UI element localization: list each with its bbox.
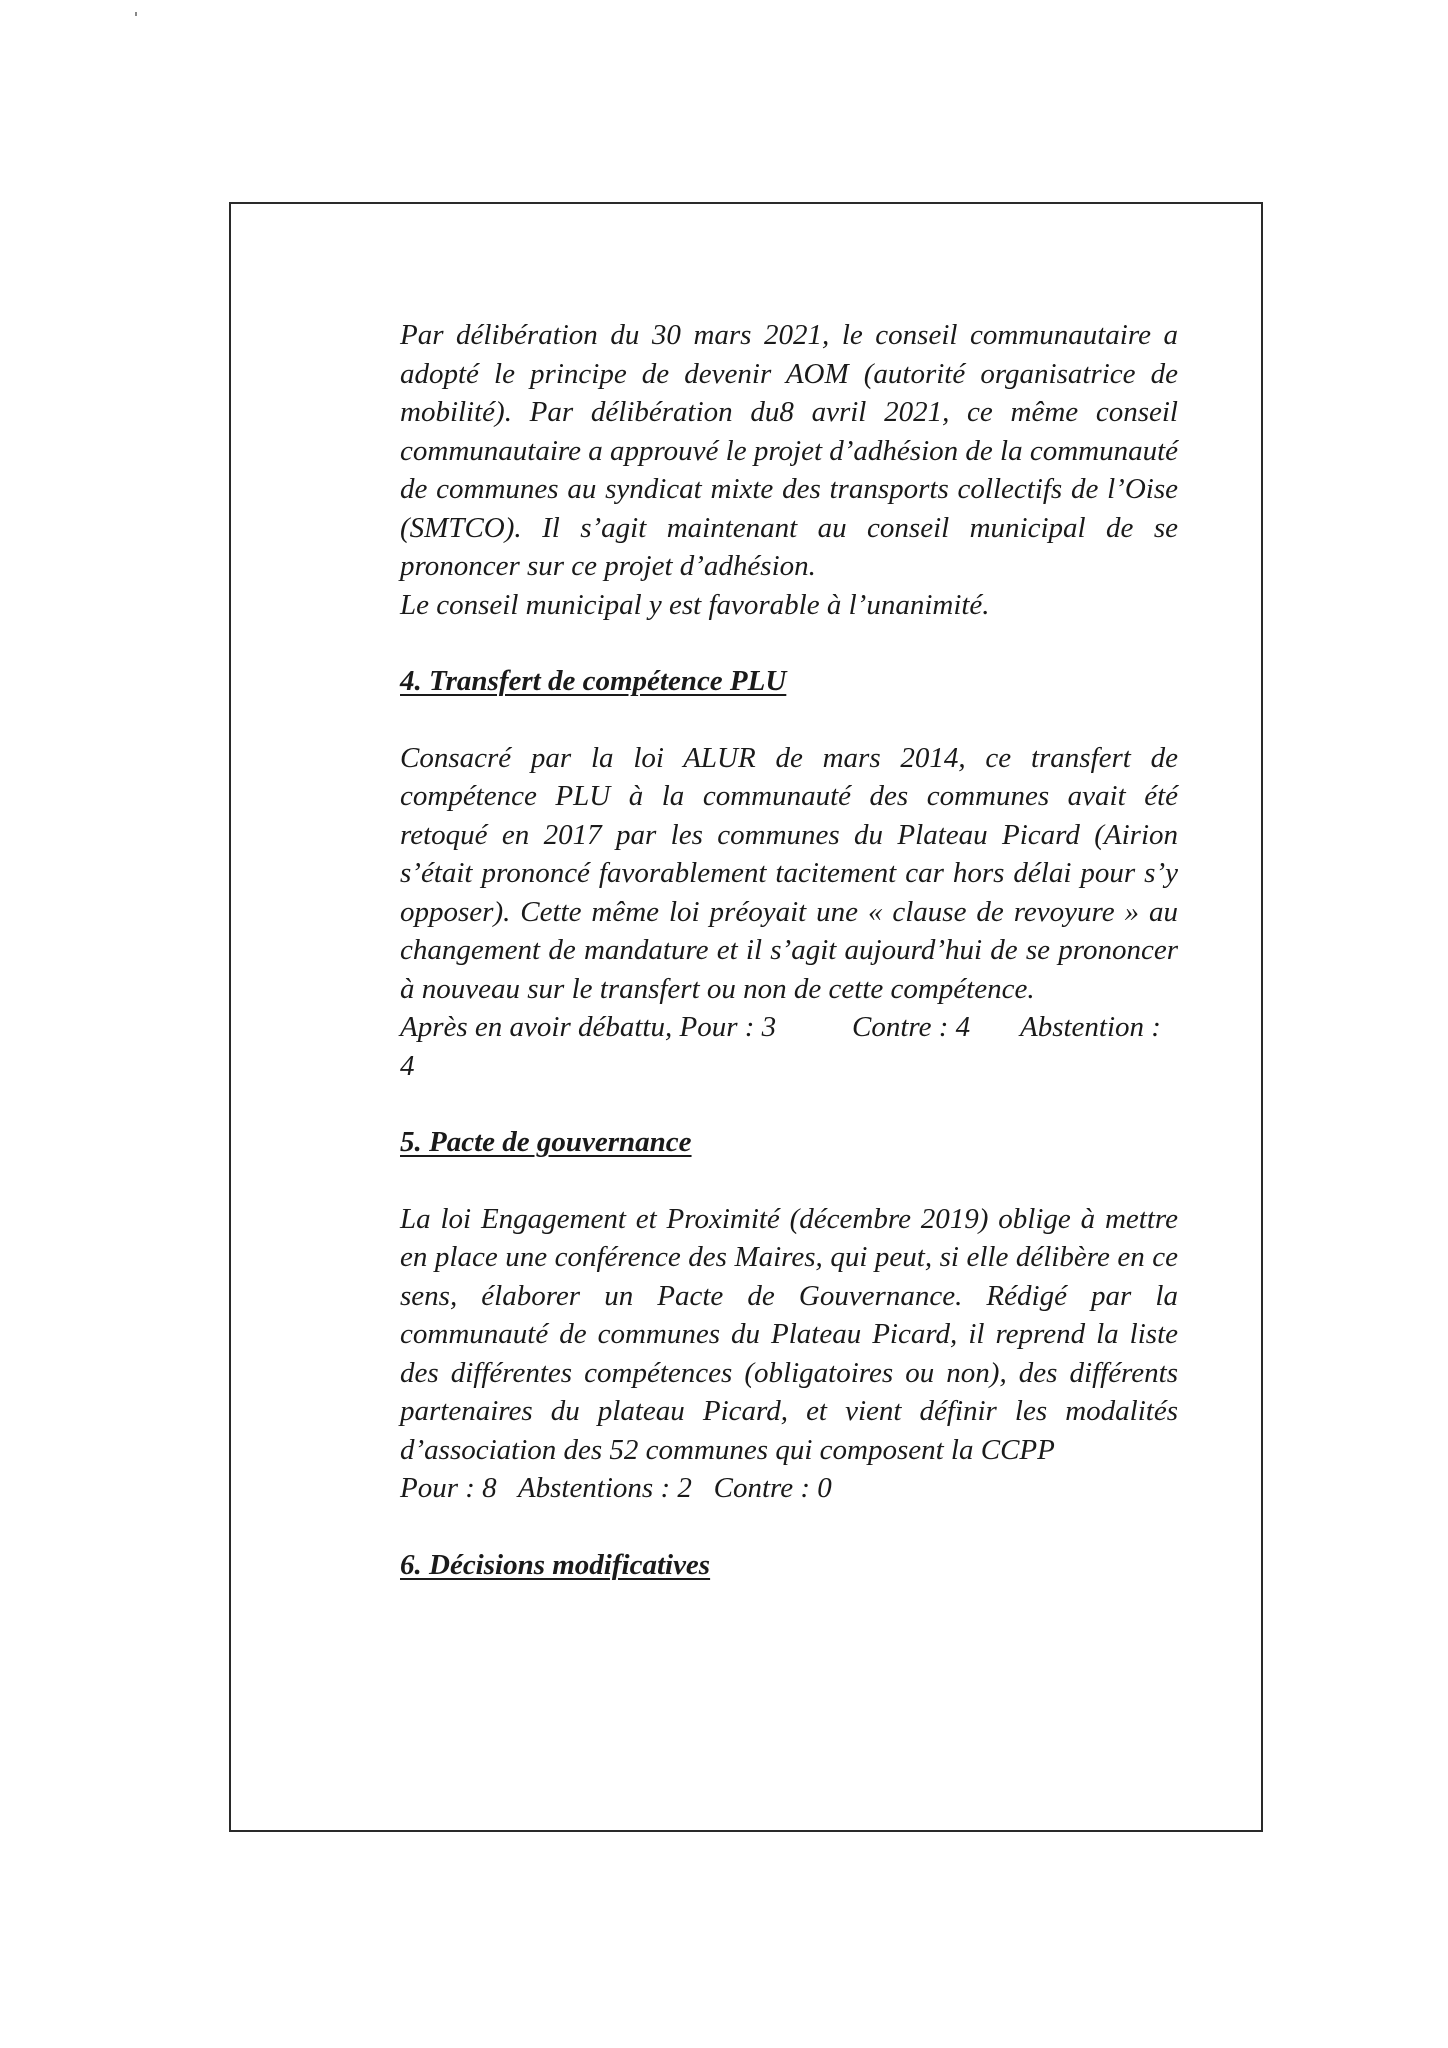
intro-decision: Le conseil municipal y est favorable à l’unanimité. — [400, 588, 990, 621]
transfert-plu-vote — [400, 1008, 1178, 1047]
transfert-plu-paragraph: Consacré par la loi ALUR de mars 2014, ce transfert de compétence PLU à la communauté des communes avait été retoqué en 2017 par les communes du Plateau Picard (Airion s’était prononcé favorablement tacitement car hors délai pour s’y opposer). Cette même loi préoyait une « clause de revoyure » au changement de mandature et il s’agit aujourd’hui de se prononcer à nouveau sur le transfert ou non de cette compétence. — [400, 741, 1178, 1005]
heading-pacte-gouvernance: 5. Pacte de gouvernance — [400, 1126, 692, 1158]
document-body — [400, 316, 1178, 1584]
scan-mark — [135, 12, 137, 16]
vote-for: Après en avoir débattu, Pour : 3 — [400, 1011, 777, 1043]
pacte-gouvernance-vote: Pour : 8 Abstentions : 2 Contre : 0 — [400, 1472, 832, 1504]
intro-paragraph: Par délibération du 30 mars 2021, le conseil communautaire a adopté le principe de devenir AOM (autorité organisatrice de mobilité). Par délibération du8 avril 2021, ce même conseil communautaire a approuvé le projet d’adhésion de la communauté de communes au syndicat mixte des transports collectifs de l’Oise (SMTCO). Il s’agit maintenant au conseil municipal de se prononcer sur ce projet d’adhésion. — [400, 319, 1179, 582]
pacte-gouvernance-paragraph: La loi Engagement et Proximité (décembre 2019) oblige à mettre en place une conférence des Maires, qui peut, si elle délibère en ce sens, élaborer un Pacte de Gouvernance. Rédigé par la communauté de communes du Plateau Picard, il reprend la liste des différentes compétences (obligatoires ou non), des différents partenaires du plateau Picard, et vient définir les modalités d’association des 52 communes qui composent la CCPP — [400, 1202, 1178, 1466]
vote-abstention-count: 4 — [400, 1049, 415, 1082]
vote-against: Contre : 4 — [852, 1011, 971, 1043]
heading-decisions-modificatives: 6. Décisions modificatives — [400, 1548, 711, 1581]
vote-abstention: Abstention : — [1020, 1011, 1161, 1043]
heading-transfert-plu: 4. Transfert de compétence PLU — [400, 665, 787, 697]
